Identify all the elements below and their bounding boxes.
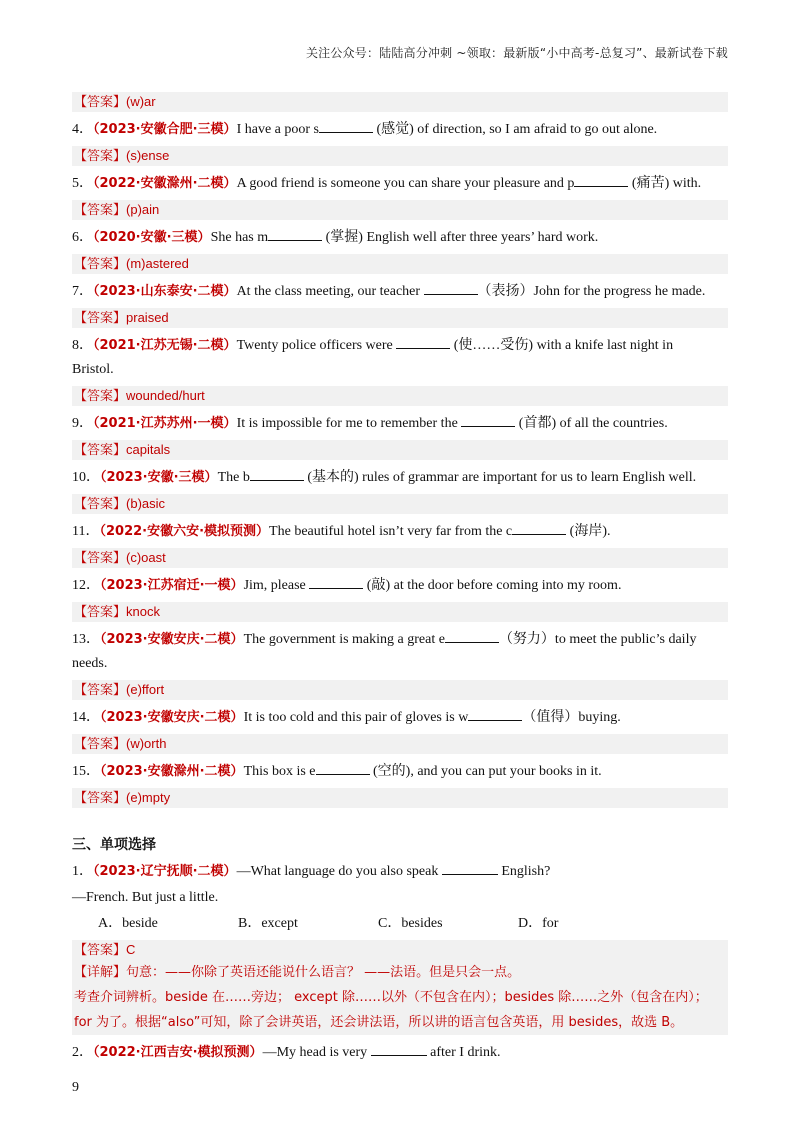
question-text-pre: It is impossible for me to remember the — [236, 416, 462, 431]
option-b: B．except — [238, 916, 298, 931]
answer-row — [72, 494, 728, 514]
question-list — [72, 118, 728, 808]
question-text-post: English? — [497, 864, 551, 879]
answer-row — [72, 254, 728, 274]
question-item — [72, 172, 728, 194]
answer-value: C — [126, 942, 136, 957]
question-item — [72, 760, 728, 782]
question-number: 1． — [72, 864, 93, 879]
question-text-post: (敲) at the door before coming into my room. — [363, 578, 622, 593]
question-item — [72, 280, 728, 302]
question-text-post: (掌握) English well after three years’ hard work. — [322, 230, 599, 245]
blank — [316, 760, 370, 775]
blank — [250, 466, 304, 481]
question-text-post: (海岸). — [566, 524, 611, 539]
answer-value: (w)ar — [126, 94, 156, 109]
answer-row — [72, 440, 728, 460]
answer-value: (p)ain — [126, 202, 160, 217]
question-item — [72, 628, 728, 650]
question-text-post: after I drink. — [426, 1045, 501, 1060]
answer-row — [72, 734, 728, 754]
answer-label: 【答案】 — [74, 311, 127, 326]
question-text-pre: I have a poor s — [236, 122, 319, 137]
answer-label: 【答案】 — [74, 605, 127, 620]
detail-label: 【详解】 — [74, 965, 127, 980]
answer-value: (b)asic — [126, 496, 166, 511]
blank — [268, 226, 322, 241]
question-source: （2022·安徽六安·模拟预测） — [99, 524, 270, 539]
option-a: A．beside — [98, 916, 158, 931]
answer-value: (e)ffort — [126, 682, 165, 697]
document-content — [72, 92, 728, 1063]
answer-row — [72, 308, 728, 328]
question-text-pre: At the class meeting, our teacher — [236, 284, 424, 299]
question-continuation: Bristol. — [72, 362, 114, 377]
question-text-post: （值得）buying. — [522, 710, 621, 725]
blank — [574, 172, 628, 187]
answer-value: (m)astered — [126, 256, 189, 271]
detail-block — [72, 960, 728, 1035]
question-number: 7． — [72, 284, 93, 299]
question-source: （2021·江苏无锡·二模） — [93, 338, 237, 353]
question-item — [72, 574, 728, 596]
detail-line-3: for 为了。根据“also”可知，除了会讲英语，还会讲法语，所以讲的语言包含英语，用 besides，故选 B。 — [74, 1015, 684, 1030]
blank — [424, 280, 478, 295]
question-number: 2． — [72, 1045, 93, 1060]
question-1-reply: —French. But just a little. — [72, 890, 219, 905]
question-text-post: （努力）to meet the public’s daily — [498, 632, 697, 647]
question-item — [72, 466, 728, 488]
answer-label: 【答案】 — [74, 257, 127, 272]
blank — [468, 706, 522, 721]
question-source: （2023·辽宁抚顺·二模） — [93, 864, 237, 879]
question-text-post: (空的), and you can put your books in it. — [369, 764, 602, 779]
detail-line-2: 考查介词辨析。beside 在……旁边； except 除……以外（不包含在内）；besides 除……之外（包含在内）； — [74, 990, 708, 1005]
question-number: 10． — [72, 470, 100, 485]
question-number: 15． — [72, 764, 100, 779]
question-text-pre: Jim, please — [243, 578, 310, 593]
question-text-pre: This box is e — [243, 764, 316, 779]
question-source: （2022·江西吉安·模拟预测） — [93, 1045, 263, 1060]
page-number: 9 — [72, 1080, 79, 1095]
answer-label: 【答案】 — [74, 683, 127, 698]
question-number: 6． — [72, 230, 93, 245]
question-number: 8． — [72, 338, 93, 353]
question-source: （2022·安徽滁州·二模） — [93, 176, 237, 191]
question-source: （2023·山东泰安·二模） — [93, 284, 237, 299]
answer-value: (c)oast — [126, 550, 166, 565]
question-source: （2023·安徽合肥·三模） — [93, 122, 237, 137]
blank — [319, 118, 373, 133]
answer-label: 【答案】 — [74, 149, 127, 164]
answer-row — [72, 548, 728, 568]
question-item — [72, 118, 728, 140]
question-text-pre: Twenty police officers were — [236, 338, 397, 353]
answer-row — [72, 680, 728, 700]
blank — [309, 574, 363, 589]
question-number: 14． — [72, 710, 100, 725]
answer-value: wounded/hurt — [126, 388, 205, 403]
question-text-post: (感觉) of direction, so I am afraid to go out alone. — [372, 122, 658, 137]
answer-label: 【答案】 — [74, 203, 127, 218]
answer-label: 【答案】 — [74, 95, 127, 110]
question-item — [72, 706, 728, 728]
question-item — [72, 226, 728, 248]
question-text-post: （表扬）John for the progress he made. — [477, 284, 706, 299]
question-source: （2021·江苏苏州·一模） — [93, 416, 237, 431]
blank — [396, 334, 450, 349]
answer-label: 【答案】 — [74, 443, 127, 458]
question-text-pre: —What language do you also speak — [236, 864, 442, 879]
question-source: （2023·安徽滁州·二模） — [100, 764, 244, 779]
question-item — [72, 334, 728, 356]
question-number: 5． — [72, 176, 93, 191]
answer-row — [72, 788, 728, 808]
question-text-post: (使……受伤) with a knife last night in — [450, 338, 674, 353]
answer-label: 【答案】 — [74, 791, 127, 806]
question-text-post: (首都) of all the countries. — [515, 416, 668, 431]
question-text-pre: She has m — [210, 230, 269, 245]
answer-row — [72, 200, 728, 220]
question-text-pre: A good friend is someone you can share your pleasure and p — [236, 176, 575, 191]
answer-value: (e)mpty — [126, 790, 171, 805]
question-text-pre: The b — [217, 470, 250, 485]
answer-label: 【答案】 — [74, 497, 127, 512]
question-text-pre: The beautiful hotel isn’t very far from the c — [269, 524, 513, 539]
question-item — [72, 412, 728, 434]
blank — [442, 860, 498, 875]
blank — [512, 520, 566, 535]
question-source: （2023·江苏宿迁·一模） — [100, 578, 244, 593]
section-title: 三、单项选择 — [72, 837, 156, 853]
question-text-post: (痛苦) with. — [628, 176, 702, 191]
question-text-pre: It is too cold and this pair of gloves is w — [243, 710, 469, 725]
answer-value: capitals — [126, 442, 171, 457]
option-list — [72, 914, 728, 934]
answer-value: (w)orth — [126, 736, 167, 751]
question-source: （2020·安徽·三模） — [93, 230, 211, 245]
question-continuation: needs. — [72, 656, 108, 671]
option-d: D．for — [518, 916, 559, 931]
answer-value: praised — [126, 310, 169, 325]
answer-label: 【答案】 — [74, 551, 127, 566]
question-number: 4． — [72, 122, 93, 137]
answer-value: (s)ense — [126, 148, 170, 163]
answer-row — [72, 146, 728, 166]
question-text-post: (基本的) rules of grammar are important for us to learn English well. — [303, 470, 697, 485]
answer-row — [72, 602, 728, 622]
option-c: C．besides — [378, 916, 443, 931]
question-number: 11． — [72, 524, 100, 539]
page-header: 关注公众号：陆陆高分冲刺 ~领取：最新版“小中高考-总复习”、最新试卷下载 — [305, 46, 728, 60]
question-number: 9． — [72, 416, 93, 431]
question-1 — [72, 860, 728, 882]
answer-label: 【答案】 — [74, 943, 127, 958]
detail-line-1: 句意：——你除了英语还能说什么语言？ ——法语。但是只会一点。 — [126, 965, 521, 980]
question-text-pre: —My head is very — [262, 1045, 371, 1060]
answer-label: 【答案】 — [74, 737, 127, 752]
blank — [461, 412, 515, 427]
blank — [445, 628, 499, 643]
question-source: （2023·安徽·三模） — [100, 470, 218, 485]
question-text-pre: The government is making a great e — [243, 632, 445, 647]
question-item — [72, 520, 728, 542]
answer-row — [72, 92, 728, 112]
answer-row — [72, 940, 728, 960]
blank — [371, 1041, 427, 1056]
question-number: 12． — [72, 578, 100, 593]
question-number: 13． — [72, 632, 100, 647]
answer-label: 【答案】 — [74, 389, 127, 404]
question-2 — [72, 1041, 728, 1063]
answer-row — [72, 386, 728, 406]
answer-value: knock — [126, 604, 160, 619]
question-source: （2023·安徽安庆·二模） — [100, 632, 244, 647]
question-source: （2023·安徽安庆·二模） — [100, 710, 244, 725]
